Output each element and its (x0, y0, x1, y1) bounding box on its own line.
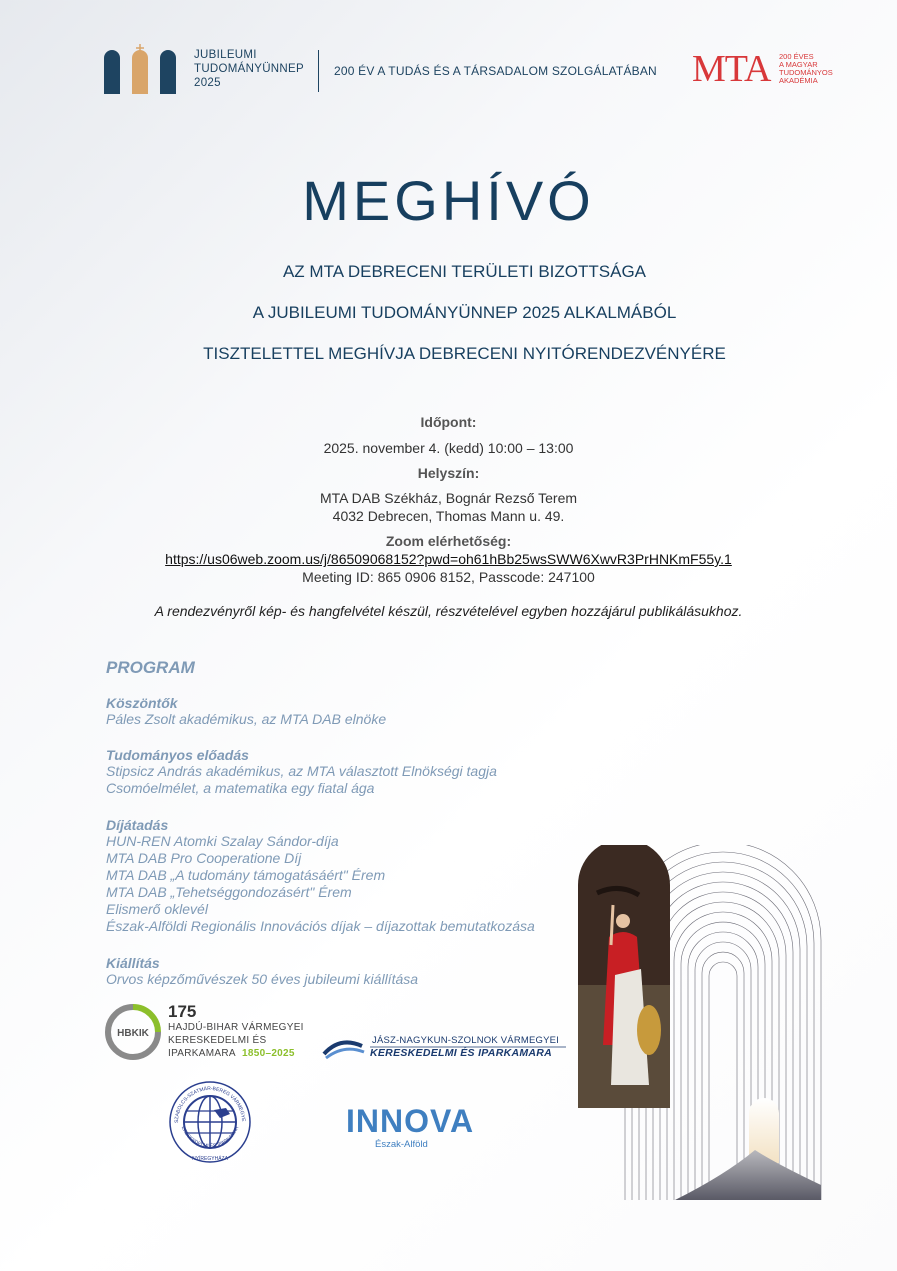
jnsz-name-line-1: JÁSZ-NAGYKUN-SZOLNOK VÁRMEGYEI (372, 1035, 560, 1046)
szszb-bottom-text: ERESKEDELMI ÉS IPARKAMAR (179, 1125, 241, 1150)
invitation-title: MEGHÍVÓ (302, 169, 595, 232)
header-divider (318, 50, 319, 92)
innova-region: Észak-Alföld (375, 1139, 428, 1150)
intro-line-1: AZ MTA DEBRECENI TERÜLETI BIZOTTSÁGA (282, 262, 647, 281)
program-line: Észak-Alföldi Regionális Innovációs díjak – díjazottak bemutatkozása (106, 918, 535, 934)
mta-logo-mark: MTA (692, 48, 771, 90)
hbkik-logo-icon (105, 1004, 161, 1060)
time-value: 2025. november 4. (kedd) 10:00 – 13:00 (323, 440, 574, 456)
jubilee-title: JUBILEUMI TUDOMÁNYÜNNEP 2025 (194, 49, 304, 89)
program-line: MTA DAB „Tehetséggondozásért" Érem (106, 884, 352, 900)
innova-logo: INNOVA (346, 1103, 475, 1139)
szszb-chamber-globe-logo (168, 1080, 252, 1164)
zoom-meeting-info: Meeting ID: 865 0906 8152, Passcode: 247100 (302, 569, 595, 585)
zoom-url[interactable]: https://us06web.zoom.us/j/86509068152?pwd=oh61hBb25wsSWW6XwvR3PrHNKmF55y.1 (165, 551, 732, 567)
jnsz-name-line-2: KERESKEDELMI ÉS IPARKAMARA (370, 1047, 553, 1059)
program-section-title: Tudományos előadás (106, 747, 249, 763)
program-line: Páles Zsolt akadémikus, az MTA DAB elnöke (106, 711, 387, 727)
program-line: Csomóelmélet, a matematika egy fiatal ága (106, 780, 375, 796)
zoom-label: Zoom elérhetőség: (385, 533, 512, 549)
decorative-arch-artwork (575, 845, 823, 1200)
venue-line-2: 4032 Debrecen, Thomas Mann u. 49. (332, 508, 565, 524)
program-line: Orvos képzőművészek 50 éves jubileumi kiállítása (106, 971, 419, 987)
program-line: MTA DAB „A tudomány támogatásáért" Érem (106, 867, 386, 883)
header-tagline: 200 ÉV A TUDÁS ÉS A TÁRSADALOM SZOLGÁLATÁBAN (334, 64, 657, 78)
program-heading: PROGRAM (106, 658, 195, 677)
venue-line-1: MTA DAB Székház, Bognár Rezső Terem (319, 490, 578, 506)
program-line: Elismerő oklevél (106, 901, 208, 917)
zoom-link (0, 551, 897, 567)
intro-line-2: A JUBILEUMI TUDOMÁNYÜNNEP 2025 ALKALMÁBÓL (252, 303, 677, 322)
hbkik-175: 175 (168, 1002, 197, 1021)
recording-notice: A rendezvényről kép- és hangfelvétel készül, részvételével egyben hozzájárul publikálásukhoz. (154, 603, 743, 619)
program-line: Stipsicz András akadémikus, az MTA választott Elnökségi tagja (106, 763, 497, 779)
program-section-title: Köszöntők (106, 695, 178, 711)
hbkik-name: HAJDÚ-BIHAR VÁRMEGYEI KERESKEDELMI ÉS IPARKAMARA 1850–2025 (168, 1022, 304, 1059)
intro-line-3: TISZTELETTEL MEGHÍVJA DEBRECENI NYITÓRENDEZVÉNYÉRE (203, 344, 726, 363)
program-section-title: Kiállítás (106, 955, 160, 971)
program-line: MTA DAB Pro Cooperatione Díj (106, 850, 302, 866)
time-label: Időpont: (420, 414, 477, 430)
hbkik-ring-text: HBKIK (117, 1028, 149, 1039)
venue-label: Helyszín: (417, 465, 480, 481)
jubilee-arches-logo (103, 44, 179, 96)
program-line: HUN-REN Atomki Szalay Sándor-díja (106, 833, 339, 849)
mta-logo-subtitle: 200 ÉVES A MAGYAR TUDOMÁNYOS AKADÉMIA (779, 52, 833, 85)
szszb-city: NYÍREGYHÁZA (192, 1156, 228, 1162)
szszb-top-text: SZABOLCS-SZATMÁR-BEREG VÁRMEGYE (173, 1085, 247, 1124)
program-section-title: Díjátadás (106, 817, 169, 833)
